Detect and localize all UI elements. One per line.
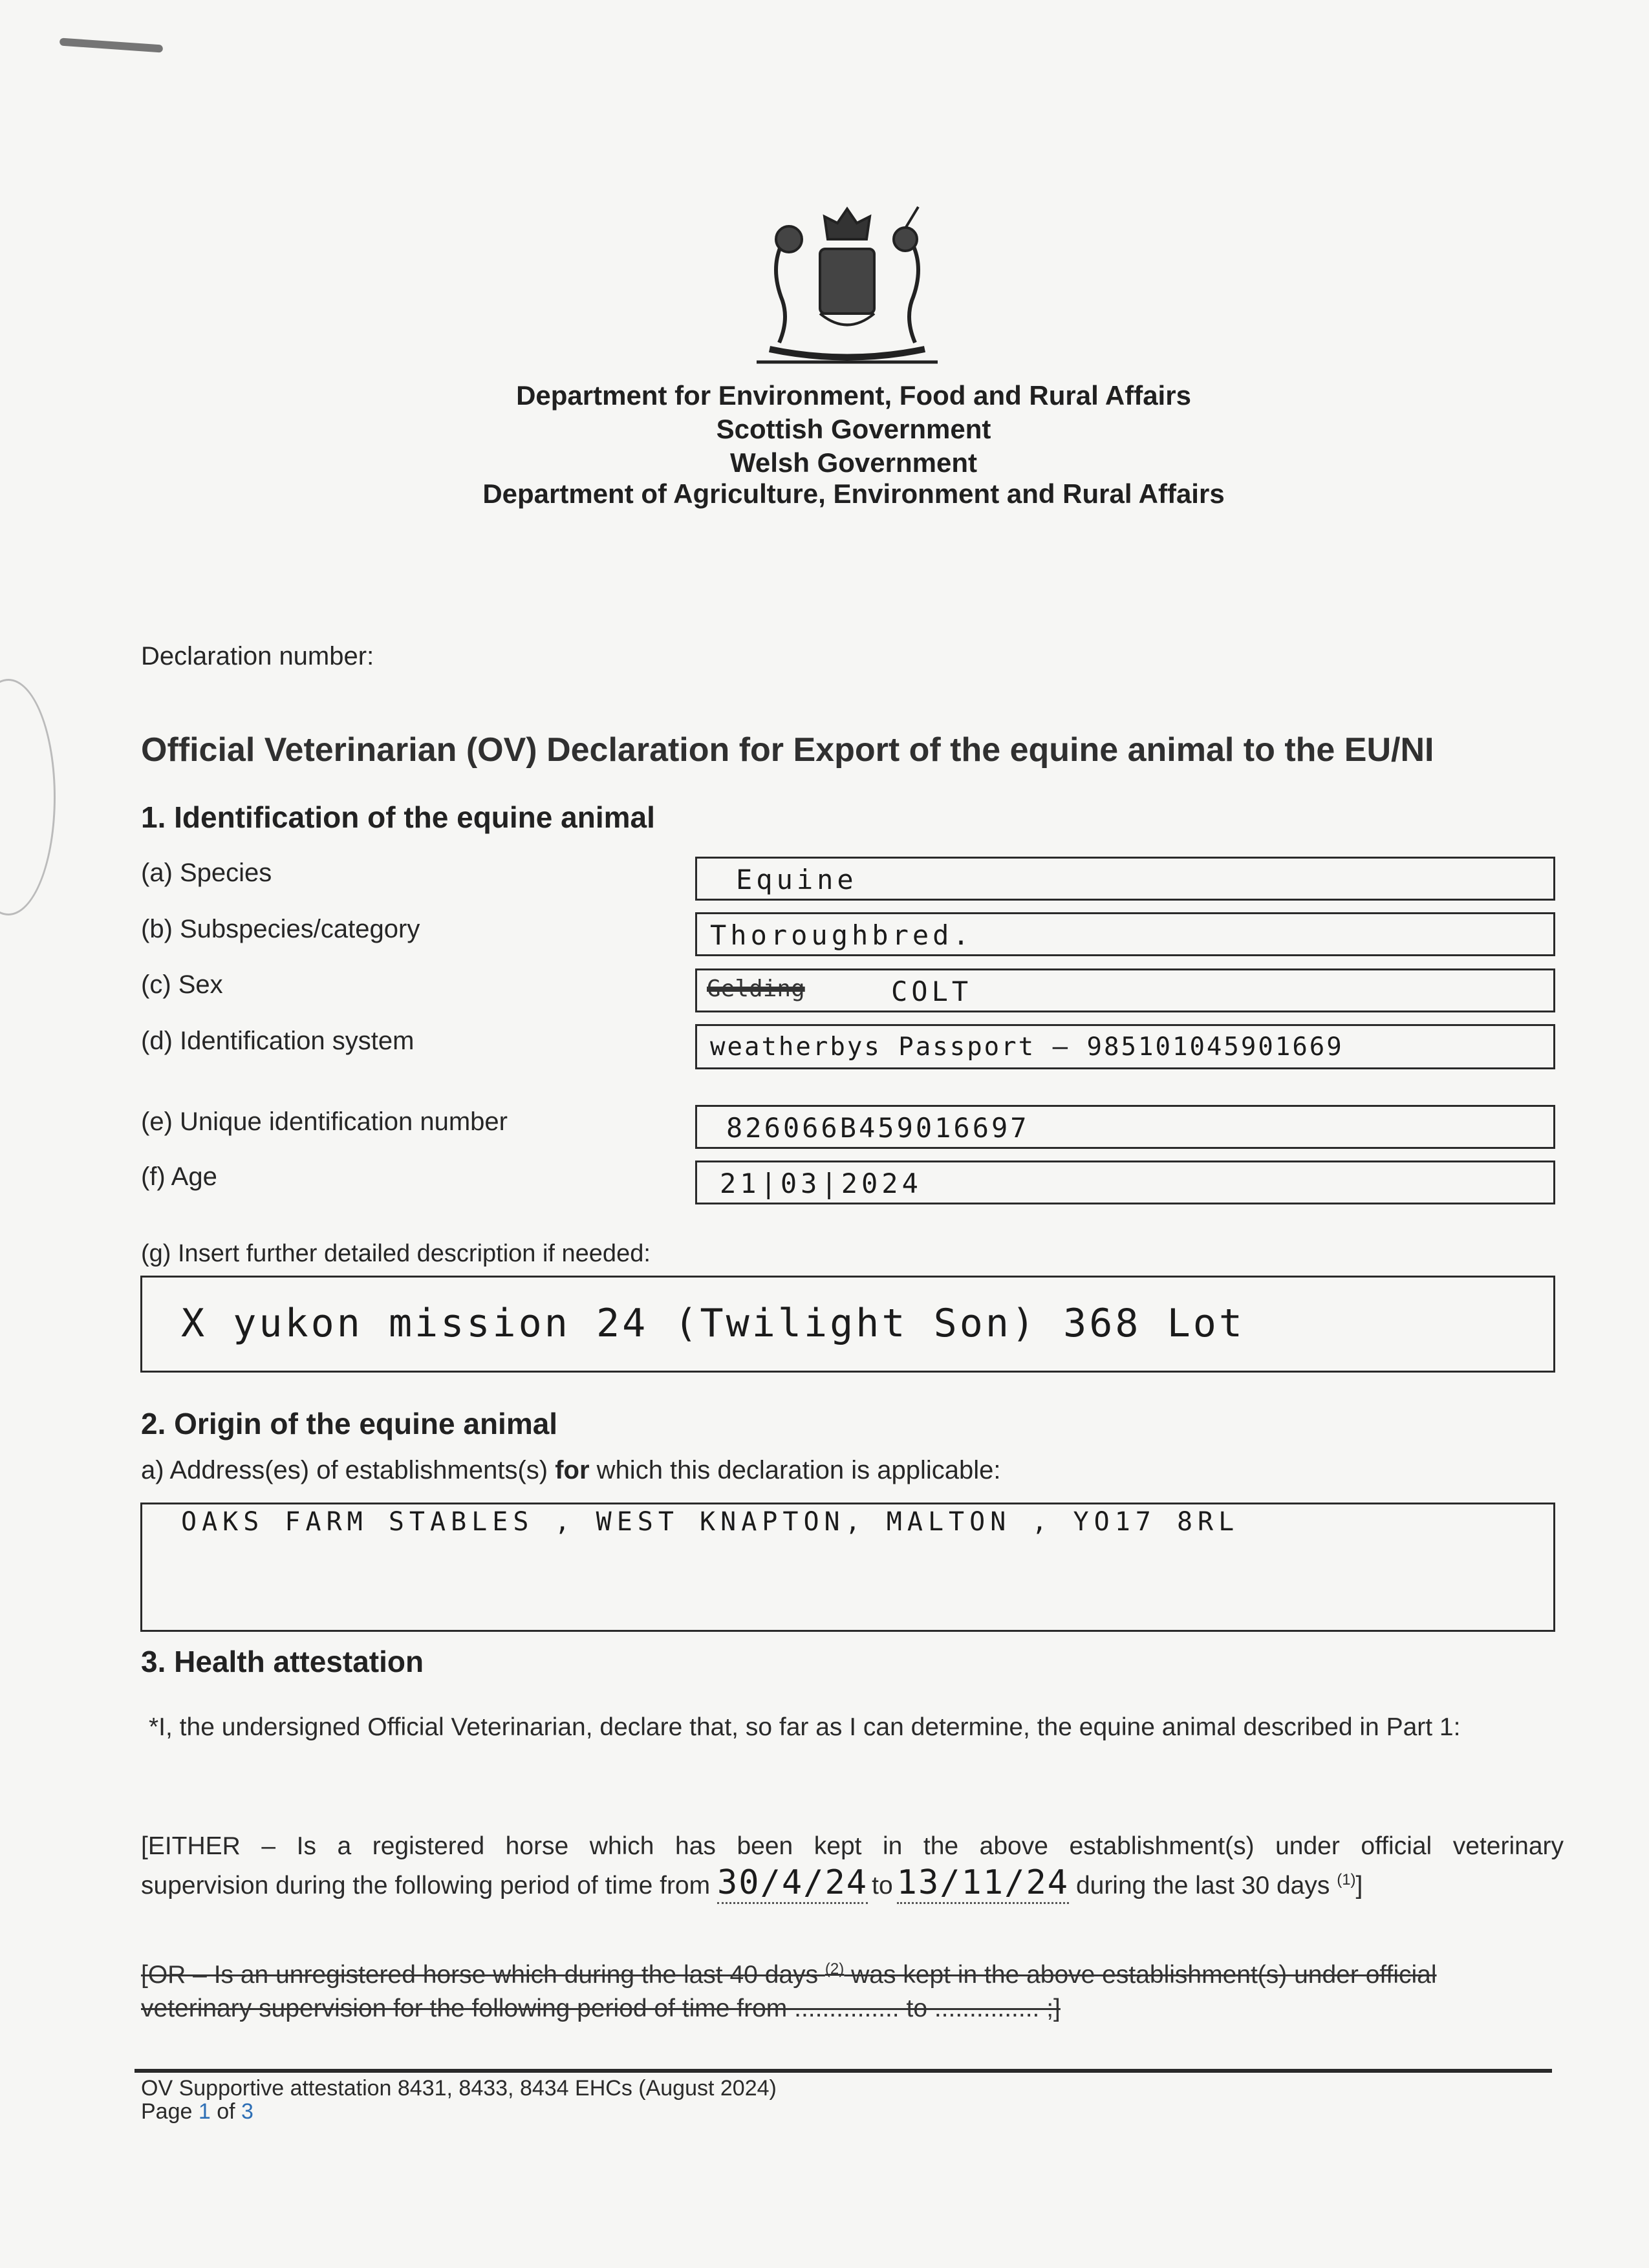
either-line-1: [EITHER – Is a registered horse which has been kept in the above establishment(s) under official veterinary	[141, 1832, 1564, 1860]
either-line-2-post: during the last 30 days	[1075, 1872, 1337, 1899]
or-line-1-pre: [OR – Is an unregistered horse which during the last 40 days	[141, 1961, 825, 1989]
page-of: of	[210, 2099, 242, 2124]
description-label: (g) Insert further detailed description if needed:	[141, 1240, 651, 1267]
page-current: 1	[198, 2099, 211, 2124]
attestation-intro: *I, the undersigned Official Veterinarian, declare that, so far as I can determine, the equine animal described in Part 1:	[149, 1713, 1461, 1741]
royal-coat-of-arms-icon	[744, 204, 951, 372]
sex-field[interactable]	[695, 968, 1555, 1012]
footer-attestation-ref: OV Supportive attestation 8431, 8433, 8434 EHCs (August 2024)	[141, 2076, 777, 2101]
either-to-date[interactable]: 13/11/24	[897, 1863, 1069, 1904]
age-value: 21|03|2024	[720, 1168, 922, 1199]
either-line-2-pre: supervision during the following period of time from	[141, 1872, 717, 1899]
description-value: X yukon mission 24 (Twilight Son) 368 Lot	[181, 1301, 1245, 1346]
either-line-2	[141, 1863, 1564, 1903]
either-from-date[interactable]: 30/4/24	[717, 1863, 868, 1904]
footnote-1-ref: (1)	[1337, 1871, 1356, 1888]
either-clause	[141, 1830, 1564, 1903]
or-line-1	[141, 1952, 1564, 1992]
identification-system-label: (d) Identification system	[141, 1027, 415, 1055]
species-label: (a) Species	[141, 859, 272, 887]
address-label-post: which this declaration is applicable:	[589, 1456, 1001, 1484]
age-label: (f) Age	[141, 1162, 217, 1191]
identification-system-value: weatherbys Passport – 985101045901669	[710, 1032, 1344, 1062]
header-line-4: Department of Agriculture, Environment and Rural Affairs	[482, 478, 1225, 509]
page-total: 3	[241, 2099, 253, 2124]
unique-id-value: 826066B459016697	[726, 1112, 1029, 1144]
section-1-heading: 1. Identification of the equine animal	[141, 800, 655, 834]
page-title: Official Veterinarian (OV) Declaration for Export of the equine animal to the EU/NI	[141, 731, 1434, 769]
address-label-pre: a) Address(es) of establishments(s)	[141, 1456, 555, 1484]
address-label	[141, 1456, 1000, 1485]
unique-id-label: (e) Unique identification number	[141, 1107, 508, 1136]
species-value: Equine	[736, 864, 857, 895]
header-line-1: Department for Environment, Food and Rural Affairs	[516, 380, 1191, 411]
sex-struck-value: Gelding	[707, 976, 805, 1002]
address-field[interactable]	[140, 1503, 1555, 1632]
either-to-word: to	[872, 1872, 893, 1899]
footer-divider	[135, 2069, 1552, 2073]
identification-system-field[interactable]	[695, 1024, 1555, 1069]
declaration-number-label: Declaration number:	[141, 642, 374, 670]
subspecies-label: (b) Subspecies/category	[141, 915, 420, 943]
either-end-bracket: ]	[1355, 1872, 1363, 1899]
address-value: OAKS FARM STABLES , WEST KNAPTON, MALTON , YO17 8RL	[181, 1507, 1240, 1537]
or-clause	[141, 1952, 1564, 2026]
subspecies-field[interactable]	[695, 912, 1555, 956]
staple-mark	[59, 37, 163, 52]
subspecies-value: Thoroughbred.	[710, 919, 973, 951]
header-line-3: Welsh Government	[730, 447, 977, 478]
age-field[interactable]	[695, 1161, 1555, 1204]
or-line-2: veterinary supervision for the following period of time from ............... to ............... ;]	[141, 1995, 1061, 2022]
section-2-heading: 2. Origin of the equine animal	[141, 1407, 558, 1440]
unique-id-field[interactable]	[695, 1105, 1555, 1149]
description-field[interactable]	[140, 1276, 1555, 1373]
punch-hole-edge	[0, 679, 56, 915]
footer-page-number	[141, 2099, 253, 2124]
species-field[interactable]	[695, 857, 1555, 901]
sex-value: COLT	[891, 976, 973, 1007]
footnote-2-ref: (2)	[824, 1960, 845, 1978]
or-line-1-post: was kept in the above establishment(s) under official	[844, 1961, 1437, 1989]
page-prefix: Page	[141, 2099, 199, 2124]
section-3-heading: 3. Health attestation	[141, 1645, 424, 1678]
header-line-2: Scottish Government	[716, 414, 991, 444]
sex-label: (c) Sex	[141, 970, 223, 999]
address-label-bold: for	[555, 1456, 590, 1484]
